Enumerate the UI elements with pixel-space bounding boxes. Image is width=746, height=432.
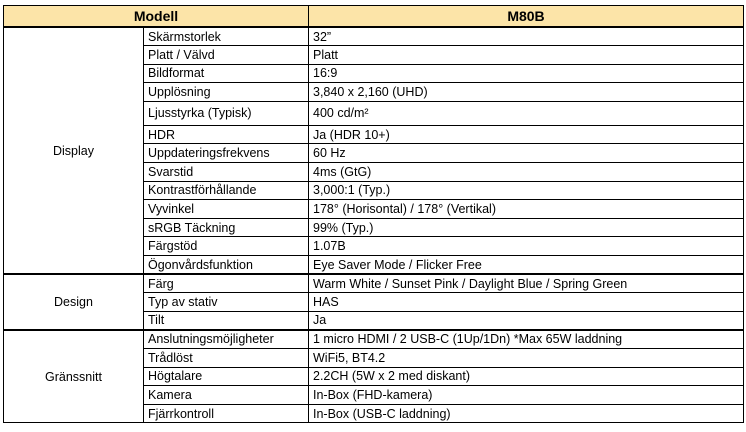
spec-name: Kamera [144, 386, 309, 405]
spec-name: sRGB Täckning [144, 218, 309, 237]
group-label: Design [4, 274, 144, 330]
spec-name: Typ av stativ [144, 293, 309, 312]
group-label: Display [4, 27, 144, 274]
spec-value: 1.07B [309, 237, 744, 256]
spec-name: Platt / Välvd [144, 46, 309, 65]
table-row [4, 330, 744, 349]
spec-name: Färgstöd [144, 237, 309, 256]
spec-value: 2.2CH (5W x 2 med diskant) [309, 367, 744, 386]
spec-name: Vyvinkel [144, 200, 309, 219]
spec-value: 60 Hz [309, 144, 744, 163]
spec-name: Uppdateringsfrekvens [144, 144, 309, 163]
table-row [4, 27, 744, 46]
spec-value: 1 micro HDMI / 2 USB-C (1Up/1Dn) *Max 65W laddning [309, 330, 744, 349]
group-0 [4, 27, 744, 274]
spec-value: 16:9 [309, 64, 744, 83]
table-row [4, 274, 744, 293]
header-model-label: Modell [4, 6, 309, 28]
spec-value: 3,000:1 (Typ.) [309, 181, 744, 200]
header-row [4, 6, 744, 28]
spec-value: 178° (Horisontal) / 178° (Vertikal) [309, 200, 744, 219]
spec-value: In-Box (FHD-kamera) [309, 386, 744, 405]
spec-name: Anslutningsmöjligheter [144, 330, 309, 349]
spec-table [3, 5, 744, 423]
spec-value: Warm White / Sunset Pink / Daylight Blue / Spring Green [309, 274, 744, 293]
spec-name: Färg [144, 274, 309, 293]
spec-value: 400 cd/m² [309, 101, 744, 125]
header-model-name: M80B [309, 6, 744, 28]
spec-value: 99% (Typ.) [309, 218, 744, 237]
spec-value: Platt [309, 46, 744, 65]
spec-name: Upplösning [144, 83, 309, 102]
spec-name: Svarstid [144, 163, 309, 182]
spec-value: Eye Saver Mode / Flicker Free [309, 256, 744, 275]
spec-value: In-Box (USB-C laddning) [309, 404, 744, 423]
spec-value: 32” [309, 27, 744, 46]
spec-name: Högtalare [144, 367, 309, 386]
spec-value: Ja [309, 311, 744, 330]
group-1 [4, 274, 744, 330]
spec-value: 3,840 x 2,160 (UHD) [309, 83, 744, 102]
spec-name: Ljusstyrka (Typisk) [144, 101, 309, 125]
spec-name: Kontrastförhållande [144, 181, 309, 200]
spec-value: HAS [309, 293, 744, 312]
spec-name: Fjärrkontroll [144, 404, 309, 423]
spec-name: Trådlöst [144, 349, 309, 368]
group-label: Gränssnitt [4, 330, 144, 423]
spec-name: Ögonvårdsfunktion [144, 256, 309, 275]
spec-name: Skärmstorlek [144, 27, 309, 46]
spec-value: WiFi5, BT4.2 [309, 349, 744, 368]
group-2 [4, 330, 744, 423]
spec-value: Ja (HDR 10+) [309, 125, 744, 144]
spec-name: Tilt [144, 311, 309, 330]
spec-name: HDR [144, 125, 309, 144]
spec-name: Bildformat [144, 64, 309, 83]
spec-value: 4ms (GtG) [309, 163, 744, 182]
